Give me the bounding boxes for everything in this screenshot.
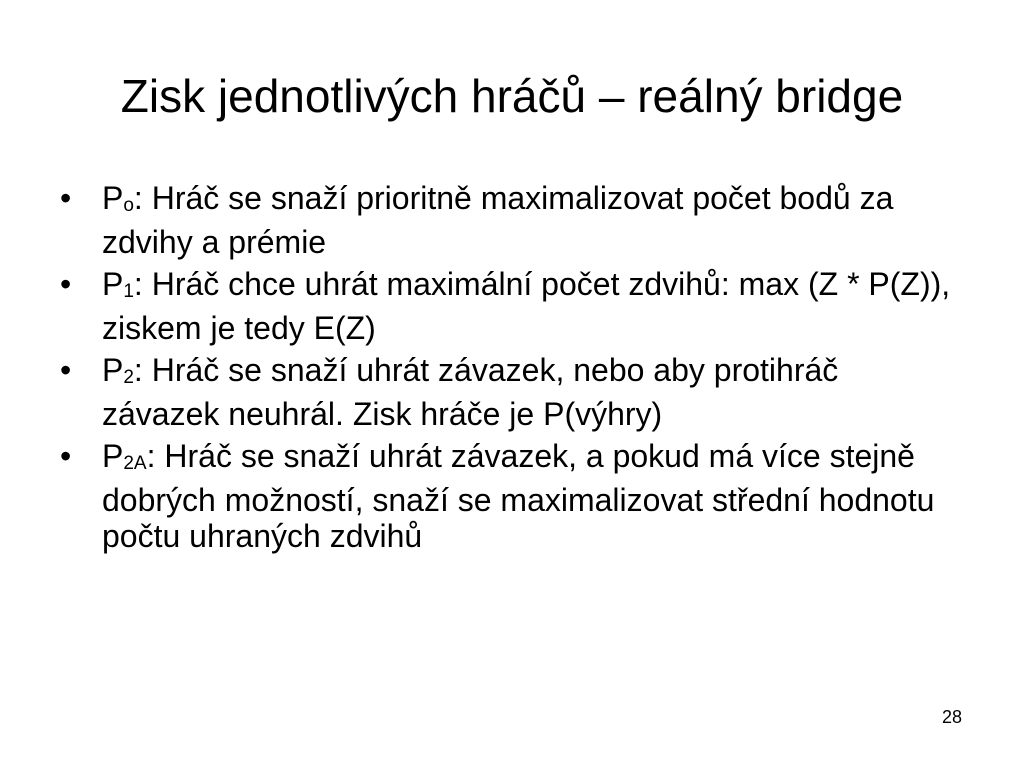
slide-title: Zisk jednotlivých hráčů – reálný bridge — [120, 70, 904, 122]
bullet-list — [60, 180, 960, 560]
bullet-symbol: P — [102, 180, 124, 216]
bullet-marker: • — [60, 266, 72, 302]
bullet-item-p2 — [60, 352, 960, 432]
bullet-subscript: 2A — [123, 453, 147, 474]
bullet-item-p2a — [60, 438, 960, 554]
bullet-text: : Hráč se snaží uhrát závazek, nebo aby protihráč závazek neuhrál. Zisk hráče je P(výhry) — [102, 352, 839, 432]
bullet-symbol: P — [102, 438, 124, 474]
bullet-subscript: 2 — [123, 367, 134, 388]
bullet-symbol: P — [102, 352, 124, 388]
bullet-subscript: o — [123, 195, 134, 216]
bullet-symbol: P — [102, 266, 124, 302]
bullet-text: : Hráč chce uhrát maximální počet zdvihů: max (Z * P(Z)), ziskem je tedy E(Z) — [102, 266, 951, 346]
bullet-marker: • — [60, 438, 72, 474]
bullet-marker: • — [60, 352, 72, 388]
bullet-item-p0 — [60, 180, 960, 260]
bullet-marker: • — [60, 180, 72, 216]
bullet-subscript: 1 — [123, 281, 134, 302]
page-number: 28 — [941, 707, 962, 727]
bullet-text: : Hráč se snaží uhrát závazek, a pokud má více stejně dobrých možností, snaží se maximalizovat střední hodnotu počtu uhraných zdvihů — [102, 438, 935, 554]
bullet-text: : Hráč se snaží prioritně maximalizovat počet bodů za zdvihy a prémie — [102, 180, 894, 260]
bullet-item-p1 — [60, 266, 960, 346]
